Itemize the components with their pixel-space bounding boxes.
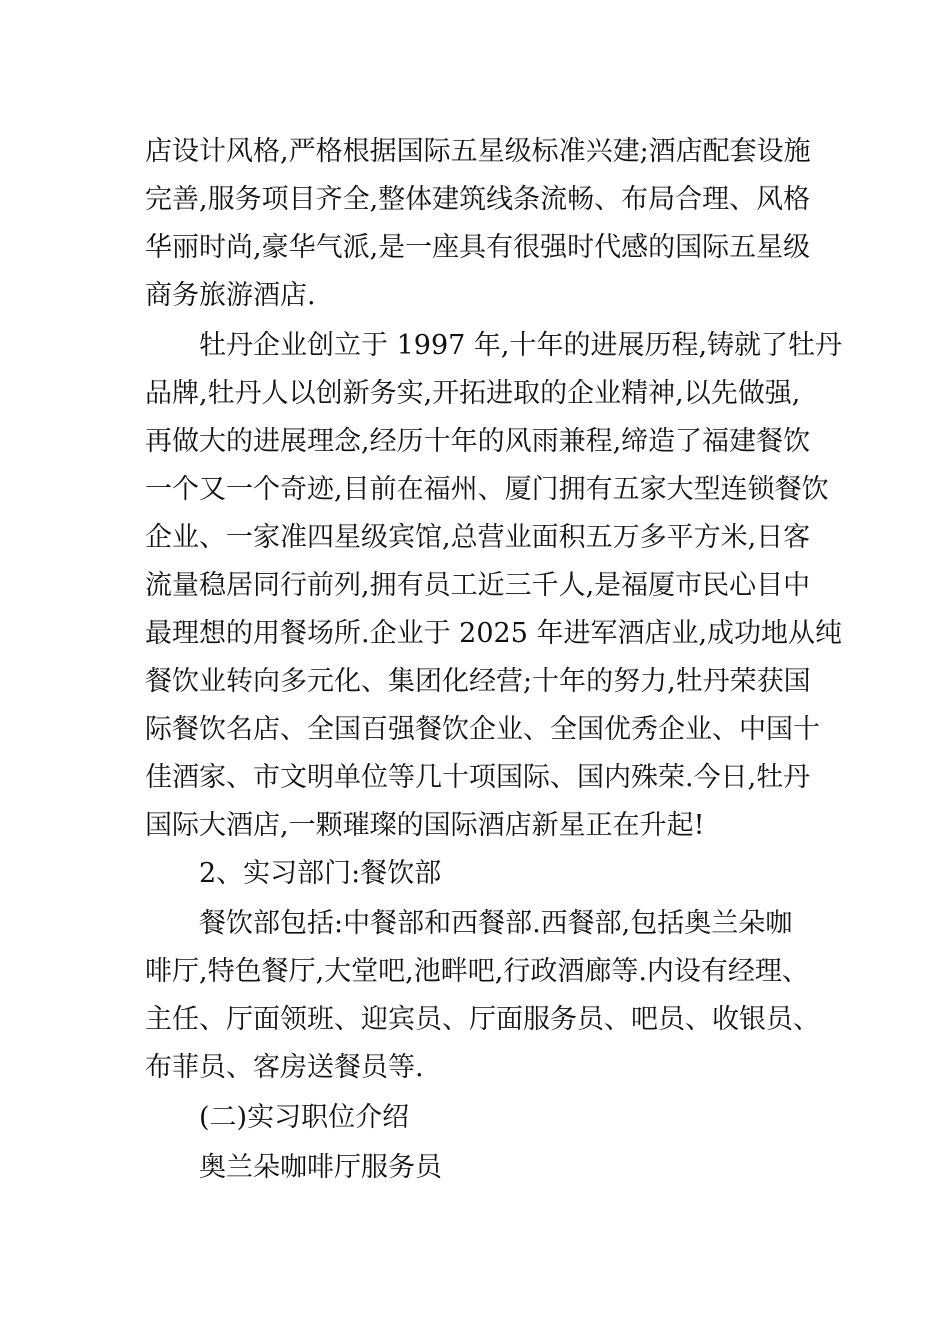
paragraph-hotel-design (145, 128, 815, 320)
text-line: 主任、厅面领班、迎宾员、厅面服务员、吧员、收银员、 (145, 1004, 820, 1035)
text-line: 际餐饮名店、全国百强餐饮企业、全国优秀企业、中国十 (145, 714, 820, 745)
paragraph-company-history (145, 322, 843, 850)
text-line: 布菲员、客房送餐员等. (145, 1052, 424, 1083)
text-line: 牡丹企业创立于 1997 年,十年的进展历程,铸就了牡丹 (199, 330, 843, 361)
text-line: 佳酒家、市文明单位等几十项国际、国内殊荣.今日,牡丹 (145, 762, 811, 793)
text-line: 国际大酒店,一颗璀璨的国际酒店新星正在升起! (145, 810, 705, 841)
text-line: 企业、一家准四星级宾馆,总营业面积五万多平方米,日客 (145, 522, 811, 553)
text-line: 餐饮部包括:中餐部和西餐部.西餐部,包括奥兰朵咖 (199, 908, 793, 939)
text-line: 品牌,牡丹人以创新务实,开拓进取的企业精神,以先做强, (145, 378, 801, 409)
text-line: 完善,服务项目齐全,整体建筑线条流畅、布局合理、风格 (145, 184, 811, 215)
text-line: 啡厅,特色餐厅,大堂吧,池畔吧,行政酒廊等.内设有经理、 (145, 956, 809, 987)
text-line: 商务旅游酒店. (145, 280, 316, 311)
heading-line: 2、实习部门:餐饮部 (199, 858, 442, 889)
heading-line: 奥兰朵咖啡厅服务员 (199, 1152, 442, 1183)
text-line: 店设计风格,严格根据国际五星级标准兴建;酒店配套设施 (145, 136, 811, 167)
heading-line: (二)实习职位介绍 (199, 1102, 410, 1133)
text-line: 流量稳居同行前列,拥有员工近三千人,是福厦市民心目中 (145, 570, 811, 601)
section-heading-cafe-waiter (145, 1144, 815, 1192)
text-line: 华丽时尚,豪华气派,是一座具有很强时代感的国际五星级 (145, 232, 811, 263)
text-line: 再做大的进展理念,经历十年的风雨兼程,缔造了福建餐饮 (145, 426, 811, 457)
text-line: 最理想的用餐场所.企业于 2025 年进军酒店业,成功地从纯 (145, 618, 843, 649)
paragraph-dining-department (145, 900, 820, 1092)
text-line: 一个又一个奇迹,目前在福州、厦门拥有五家大型连锁餐饮 (145, 474, 829, 505)
section-heading-department (145, 850, 815, 898)
section-heading-positions (145, 1094, 815, 1142)
text-line: 餐饮业转向多元化、集团化经营;十年的努力,牡丹荣获国 (145, 666, 811, 697)
document-body (145, 128, 843, 1192)
